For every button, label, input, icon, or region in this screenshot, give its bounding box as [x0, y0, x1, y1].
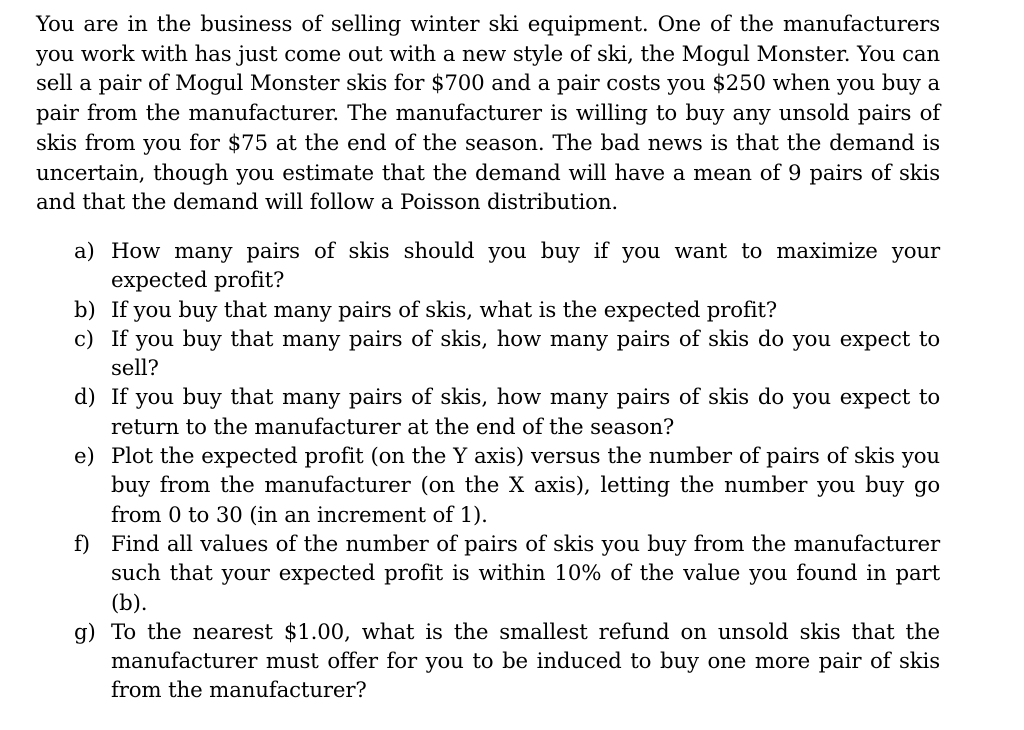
question-c-text: If you buy that many pairs of skis, how many pairs of skis do you expect to sell?	[111, 326, 940, 382]
question-b-letter: b)	[74, 297, 96, 323]
question-e-text: Plot the expected profit (on the Y axis) versus the number of pairs of skis you buy from the manufacturer (on the X axis), letting the number you buy go from 0 to 30 (in an increment of 1).	[111, 444, 940, 528]
question-e-letter: e)	[74, 444, 95, 470]
question-g-text: To the nearest $1.00, what is the smallest refund on unsold skis that the manufacturer must offer for you to be induced to buy one more pair of skis from the manufacturer?	[111, 619, 940, 704]
question-g-letter: g)	[74, 619, 96, 645]
question-b	[74, 296, 940, 325]
question-b-text: If you buy that many pairs of skis, what is the expected profit?	[111, 297, 778, 323]
question-d	[74, 383, 940, 442]
question-f-letter: f)	[74, 531, 90, 557]
question-g	[74, 618, 940, 706]
question-list	[74, 237, 940, 706]
question-e	[74, 442, 940, 530]
question-f	[74, 530, 940, 618]
question-d-letter: d)	[74, 385, 96, 411]
question-c	[74, 325, 940, 384]
question-a-text: How many pairs of skis should you buy if you want to maximize your expected profit?	[111, 239, 940, 294]
problem-document	[36, 10, 940, 218]
question-a	[74, 237, 940, 296]
question-d-text: If you buy that many pairs of skis, how many pairs of skis do you expect to return to the manufacturer at the end of the season?	[111, 385, 940, 440]
question-c-letter: c)	[74, 326, 94, 352]
problem-intro-paragraph: You are in the business of selling winter ski equipment. One of the manufacturers you work with has just come out with a new style of ski, the Mogul Monster. You can sell a pair of Mogul Monster skis for $700 and a pair costs you $250 when you buy a pair from the manufacturer. The manufacturer is willing to buy any unsold pairs of skis from you for $75 at the end of the season. The bad news is that the demand is uncertain, though you estimate that the demand will have a mean of 9 pairs of skis and that the demand will follow a Poisson distribution.	[36, 12, 940, 216]
question-a-letter: a)	[74, 239, 95, 264]
question-f-text: Find all values of the number of pairs of skis you buy from the manufacturer such that your expected profit is within 10% of the value you found in part (b).	[111, 531, 940, 616]
